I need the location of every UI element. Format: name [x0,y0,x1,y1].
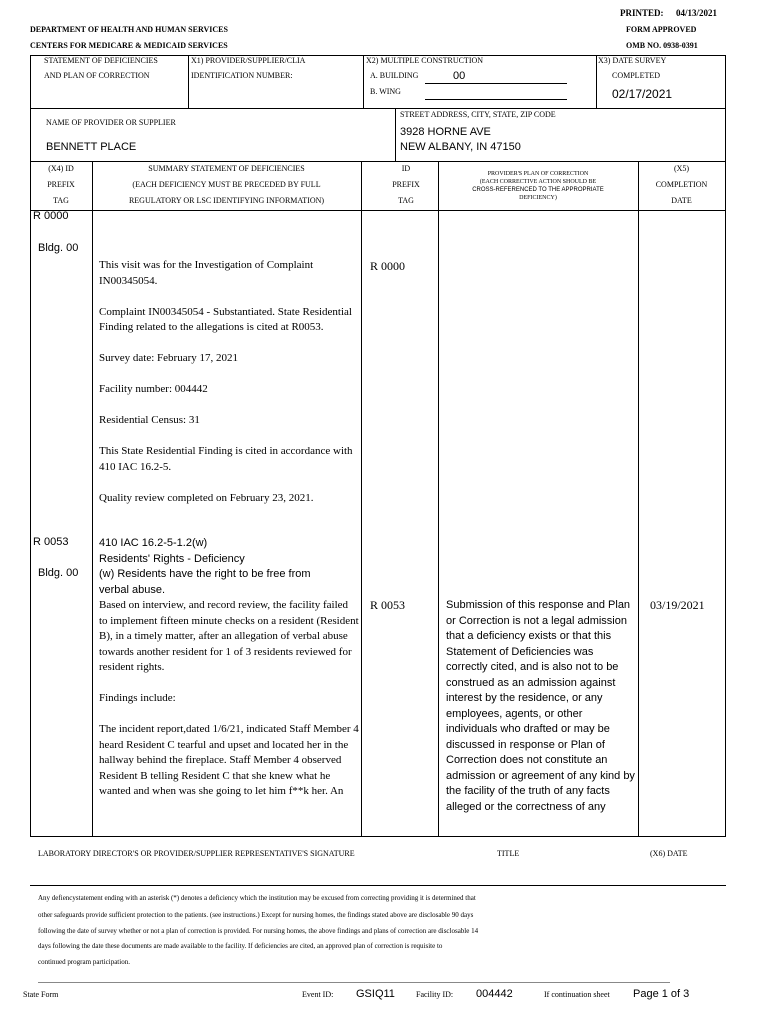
x4-header-2: PREFIX [47,180,75,189]
x3-label-1: X3) DATE SURVEY [598,56,667,65]
completion-date: 03/19/2021 [650,598,705,612]
id-header-2: PREFIX [392,180,420,189]
plan-of-correction-text: Submission of this response and Plan or Correction is not a legal admission that a deficiency exists or that this Statement of Deficiencies was correctly cited, and is also not to be construed as an admission against interest by the residence, or any employees, agents, or other individuals who drafted or may be discussed in response or Plan of Correction does not constitute an admission or agreement of any kind by the facility of the truth of any facts alleged or the correctness of any [446,599,635,813]
regulation-text: verbal abuse. [99,583,166,596]
page-number: Page 1 of 3 [633,988,690,1000]
form-approved: FORM APPROVED [626,25,697,34]
x1-label-2: IDENTIFICATION NUMBER: [191,71,293,80]
summary-header-1: SUMMARY STATEMENT OF DEFICIENCIES [148,164,305,173]
footnote-line: continued program participation. [38,958,130,966]
plan-header-2: (EACH CORRECTIVE ACTION SHOULD BE [479,179,597,185]
entry-building: Bldg. 00 [38,242,79,254]
entry-building: Bldg. 00 [38,567,79,579]
regulation-text: (w) Residents have the right to be free from [99,568,311,580]
entry-tag: R 0000 [33,210,69,222]
facility-id-label: Facility ID: [416,990,454,999]
address-label: STREET ADDRESS, CITY, STATE, ZIP CODE [400,110,556,119]
summary-paragraph: Findings include: [99,692,176,704]
entry-summary [99,258,359,522]
id-header-1: ID [401,164,411,173]
x4-header-3: TAG [53,196,69,205]
event-id-value: GSIQ11 [356,988,395,1000]
summary-paragraph: The incident report,dated 1/6/21, indicated Staff Member 4 heard Resident C tearful and upset and located her in the hallway behind the fireplace. Staff Member 4 observed Resident B telling Resident C that she knew what he wanted and when was she going to let him f**k her. An [99,723,359,797]
centers-name: CENTERS FOR MEDICARE & MEDICAID SERVICES [30,41,228,50]
footnote-line: days following the date these documents are made available to the facility. If deficiencies are cited, an approved plan of correction is requisite to [38,942,443,950]
entry-id-tag: R 0053 [370,598,406,612]
state-form-label: State Form [23,990,59,999]
regulation-citation: 410 IAC 16.2-5-1.2(w) [99,537,208,549]
summary-header-2: (EACH DEFICIENCY MUST BE PRECEDED BY FULL [132,180,321,189]
x5-header-2: COMPLETION [655,180,708,189]
title-label: TITLE [497,849,520,858]
x2-building-value: 00 [453,70,466,82]
summary-paragraph: This State Residential Finding is cited in accordance with 410 IAC 16.2-5. [99,445,353,473]
footnote-line: following the date of survey whether or not a plan of correction is provided. For nursing homes, the above findings and plans of correction are disclosable 14 [38,927,479,935]
printed-label: PRINTED: [620,8,664,18]
footnote-line: other safeguards provide sufficient protection to the patients. (see instructions.) Except for nursing homes, the findings stated above are disclosable 90 days [38,911,474,919]
entry-tag: R 0053 [33,536,69,548]
signature-label: LABORATORY DIRECTOR'S OR PROVIDER/SUPPLIER REPRESENTATIVE'S SIGNATURE [38,849,355,858]
x6-date-label: (X6) DATE [650,849,688,858]
address-line-2: NEW ALBANY, IN 47150 [400,141,521,153]
address-line-1: 3928 HORNE AVE [400,126,491,138]
summary-paragraph: Quality review completed on February 23, 2021. [99,491,314,504]
summary-paragraph: Survey date: February 17, 2021 [99,352,238,364]
printed-date: 04/13/2021 [676,8,718,18]
survey-completed-date: 02/17/2021 [612,87,673,101]
provider-name-label: NAME OF PROVIDER OR SUPPLIER [46,118,176,127]
id-header-3: TAG [398,196,414,205]
regulation-title: Residents' Rights - Deficiency [99,552,245,565]
footnote-line: Any defiencystatement ending with an asterisk (*) denotes a deficiency which the institution may be excused from correcting providing it is determined that [38,894,476,902]
x3-label-2: COMPLETED [612,71,660,80]
plan-header-1: PROVIDER'S PLAN OF CORRECTION [487,171,589,177]
summary-paragraph: Residential Census: 31 [99,414,200,426]
summary-paragraph: Complaint IN00345054 - Substantiated. State Residential Finding related to the allegations is cited at R0053. [99,305,352,333]
provider-name: BENNETT PLACE [46,141,137,153]
summary-paragraph: Facility number: 004442 [99,383,208,395]
continuation-label: If continuation sheet [544,990,610,999]
x2-wing-label: B. WING [370,87,401,96]
entry-id-tag: R 0000 [370,259,406,273]
x1-label-1: X1) PROVIDER/SUPPLIER/CLIA [191,56,306,65]
entry-summary [99,598,359,815]
x5-header-3: DATE [671,196,692,205]
summary-header-3: REGULATORY OR LSC IDENTIFYING INFORMATION) [128,196,325,205]
statement-label-1: STATEMENT OF DEFICIENCIES [44,56,158,65]
plan-header-4: DEFICIENCY) [519,195,557,201]
statement-label-2: AND PLAN OF CORRECTION [44,71,150,80]
department-name: DEPARTMENT OF HEALTH AND HUMAN SERVICES [30,25,228,34]
x2-building-label: A. BUILDING [370,71,419,80]
plan-header-3: CROSS-REFERENCED TO THE APPROPRIATE [472,187,604,193]
omb-number: OMB NO. 0938-0391 [626,41,698,50]
summary-paragraph: This visit was for the Investigation of Complaint IN00345054. [99,259,314,287]
event-id-label: Event ID: [302,990,334,999]
x5-header-1: (X5) [673,164,690,173]
x4-header-1: (X4) ID [48,164,74,173]
regulation-block [99,536,359,598]
facility-id-value: 004442 [476,988,513,1000]
summary-paragraph: Based on interview, and record review, the facility failed to implement fifteen minute checks on a resident (Resident B), in a timely matter, after an allegation of verbal abuse towards another resident for 1 of 3 residents reviewed for resident rights. [99,599,359,673]
x2-label: X2) MULTIPLE CONSTRUCTION [366,56,484,65]
